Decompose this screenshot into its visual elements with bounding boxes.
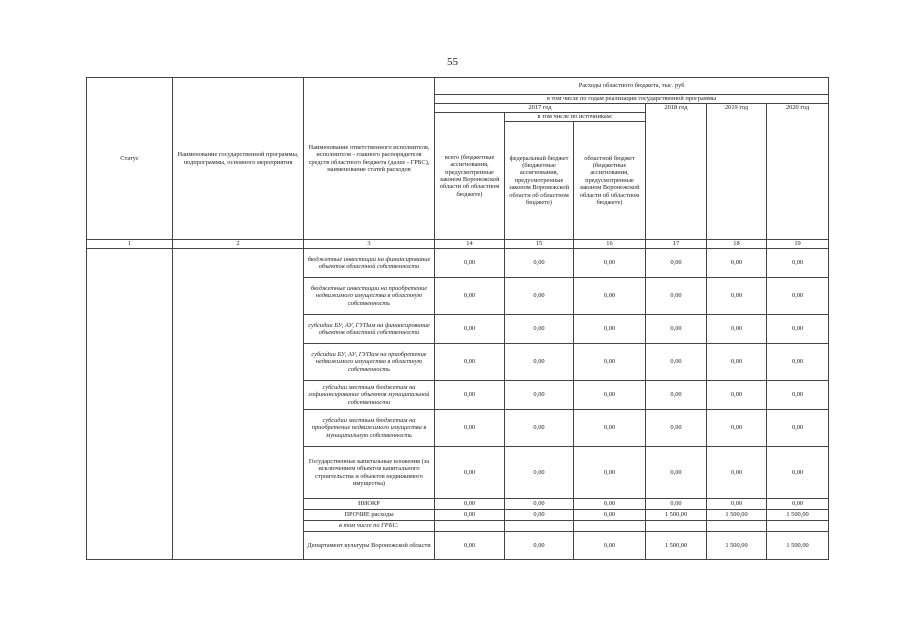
row-label: в том числе по ГРБС: <box>304 521 435 532</box>
value-cell: 0,00 <box>435 344 505 381</box>
column-number: 2 <box>173 240 304 249</box>
header-by-years: в том числе по годам реализации государственной программы <box>435 95 829 104</box>
value-cell: 0,00 <box>767 315 829 344</box>
value-cell: 0,00 <box>574 344 646 381</box>
header-year-2019: 2019 год <box>707 104 767 240</box>
value-cell: 0,00 <box>435 499 505 510</box>
value-cell <box>707 521 767 532</box>
header-status: Статус <box>87 78 173 240</box>
value-cell: 0,00 <box>767 344 829 381</box>
value-cell: 1 500,00 <box>767 510 829 521</box>
row-label: бюджетные инвестиции на финансирование объектов областной собственности <box>304 249 435 278</box>
column-number: 19 <box>767 240 829 249</box>
value-cell: 0,00 <box>646 447 707 499</box>
value-cell: 0,00 <box>707 315 767 344</box>
program-name-cell <box>173 249 304 560</box>
header-program-name: Наименование государственной программы, подпрограммы, основного мероприятия <box>173 78 304 240</box>
column-number: 15 <box>505 240 574 249</box>
value-cell: 0,00 <box>707 381 767 410</box>
row-label: субсидии местным бюджетам на софинансирование объектов муниципальной собственности <box>304 381 435 410</box>
header-expenses: Расходы областного бюджета, тыс. руб <box>435 78 829 95</box>
value-cell: 0,00 <box>435 532 505 560</box>
header-by-sources: в том числе по источникам: <box>505 113 646 122</box>
value-cell: 0,00 <box>505 499 574 510</box>
value-cell: 0,00 <box>435 278 505 315</box>
header-executor: Наименование ответственного исполнителя, исполнителя - главного распорядителя средств областного бюджета (далее - ГРБС), наименование статей расходов <box>304 78 435 240</box>
row-label: Департамент культуры Воронежской области <box>304 532 435 560</box>
value-cell: 0,00 <box>767 278 829 315</box>
row-label: субсидии БУ, АУ, ГУПам на финансирование объектов областной собственности <box>304 315 435 344</box>
row-label: бюджетные инвестиции на приобретение недвижимого имущества в областную собственность <box>304 278 435 315</box>
page-number: 55 <box>447 56 458 68</box>
value-cell: 0,00 <box>505 381 574 410</box>
value-cell: 0,00 <box>707 447 767 499</box>
row-label: ПРОЧИЕ расходы <box>304 510 435 521</box>
budget-table <box>86 77 829 560</box>
row-label: НИОКР <box>304 499 435 510</box>
header-year-2017: 2017 год <box>435 104 646 113</box>
value-cell: 0,00 <box>767 381 829 410</box>
value-cell: 1 500,00 <box>646 532 707 560</box>
value-cell: 0,00 <box>767 447 829 499</box>
value-cell: 0,00 <box>707 278 767 315</box>
value-cell: 0,00 <box>574 278 646 315</box>
column-number: 14 <box>435 240 505 249</box>
value-cell: 0,00 <box>767 499 829 510</box>
value-cell: 0,00 <box>505 249 574 278</box>
value-cell: 0,00 <box>646 344 707 381</box>
value-cell: 0,00 <box>505 532 574 560</box>
value-cell: 1 500,00 <box>707 532 767 560</box>
value-cell <box>435 521 505 532</box>
value-cell: 0,00 <box>646 249 707 278</box>
value-cell: 0,00 <box>646 499 707 510</box>
value-cell: 0,00 <box>435 381 505 410</box>
row-label: Государственные капитальные вложения (за исключением объектов капитального строительства и объектов недвижимого имущества) <box>304 447 435 499</box>
value-cell: 1 500,00 <box>767 532 829 560</box>
value-cell: 0,00 <box>505 510 574 521</box>
value-cell: 1 500,00 <box>707 510 767 521</box>
value-cell: 0,00 <box>574 410 646 447</box>
value-cell: 0,00 <box>707 499 767 510</box>
value-cell: 0,00 <box>574 249 646 278</box>
value-cell: 0,00 <box>646 410 707 447</box>
value-cell: 0,00 <box>767 410 829 447</box>
value-cell <box>767 521 829 532</box>
value-cell: 0,00 <box>574 510 646 521</box>
value-cell: 0,00 <box>435 249 505 278</box>
table-row <box>87 249 829 278</box>
value-cell: 0,00 <box>646 315 707 344</box>
value-cell: 0,00 <box>435 510 505 521</box>
value-cell: 0,00 <box>505 278 574 315</box>
header-year-2020: 2020 год <box>767 104 829 240</box>
value-cell: 0,00 <box>505 344 574 381</box>
value-cell: 0,00 <box>435 315 505 344</box>
value-cell: 0,00 <box>646 381 707 410</box>
header-year-2018: 2018 год <box>646 104 707 240</box>
value-cell: 0,00 <box>574 381 646 410</box>
value-cell: 0,00 <box>574 447 646 499</box>
value-cell: 0,00 <box>574 499 646 510</box>
value-cell: 0,00 <box>505 410 574 447</box>
status-cell <box>87 249 173 560</box>
header-total: всего (бюджетные ассигнования, предусмотренные законом Воронежской области об областном бюджете) <box>435 113 505 240</box>
header-federal: федеральный бюджет (бюджетные ассигнования, предусмотренные законом Воронежской области об областном бюджете) <box>505 122 574 240</box>
column-number: 18 <box>707 240 767 249</box>
value-cell: 0,00 <box>435 410 505 447</box>
value-cell <box>574 521 646 532</box>
column-number: 1 <box>87 240 173 249</box>
column-numbers-row <box>87 240 829 249</box>
value-cell: 0,00 <box>435 447 505 499</box>
value-cell: 0,00 <box>574 315 646 344</box>
value-cell <box>646 521 707 532</box>
value-cell: 0,00 <box>767 249 829 278</box>
value-cell: 0,00 <box>707 249 767 278</box>
value-cell: 0,00 <box>707 410 767 447</box>
row-label: субсидии местным бюджетам на приобретение недвижимого имущества в муниципальную собственность <box>304 410 435 447</box>
value-cell: 0,00 <box>505 315 574 344</box>
column-number: 3 <box>304 240 435 249</box>
row-label: субсидии БУ, АУ, ГУПам на приобретение недвижимого имущества в областную собственность <box>304 344 435 381</box>
value-cell <box>505 521 574 532</box>
value-cell: 1 500,00 <box>646 510 707 521</box>
header-regional: областной бюджет (бюджетные ассигнования, предусмотренные законом Воронежской области об областном бюджете) <box>574 122 646 240</box>
column-number: 17 <box>646 240 707 249</box>
value-cell: 0,00 <box>707 344 767 381</box>
value-cell: 0,00 <box>646 278 707 315</box>
value-cell: 0,00 <box>574 532 646 560</box>
value-cell: 0,00 <box>505 447 574 499</box>
column-number: 16 <box>574 240 646 249</box>
